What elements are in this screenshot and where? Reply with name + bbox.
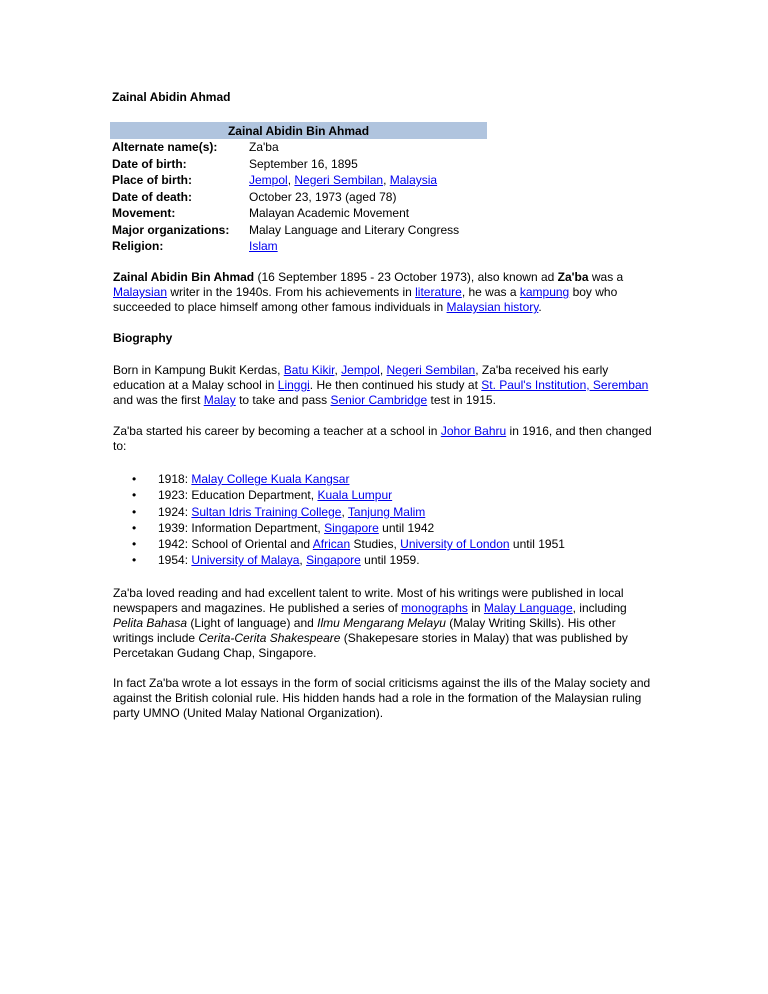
text: until 1942 <box>378 520 435 535</box>
bio-paragraph-4: In fact Za'ba wrote a lot essays in the form of social criticisms against the ills of the Malay society and against the British colonial rule. His hidden hands had a role in the formation of the Malaysian ruling party UMNO (United Malay National Organization). <box>113 676 651 720</box>
book-title: Ilmu Mengarang Melayu <box>317 616 446 630</box>
text: Born in Kampung Bukit Kerdas, <box>113 363 284 377</box>
infobox-key: Religion: <box>112 239 164 253</box>
text: Za'ba started his career by becoming a teacher at a school in <box>113 424 441 438</box>
infobox-row <box>110 156 487 173</box>
infobox-key: Alternate name(s): <box>112 140 218 154</box>
text: test in 1915. <box>427 393 496 407</box>
text: until 1959. <box>360 553 420 568</box>
list-item <box>113 536 565 552</box>
text: in <box>467 601 484 615</box>
link-monographs[interactable]: monographs <box>401 601 468 615</box>
book-title: Pelita Bahasa <box>113 616 188 630</box>
infobox-key: Place of birth: <box>112 173 193 187</box>
bullet-icon: • <box>132 553 137 568</box>
link-university-of-london[interactable]: University of London <box>400 537 510 552</box>
link-singapore[interactable]: Singapore <box>306 553 361 568</box>
bullet-icon: • <box>132 488 137 503</box>
infobox-key: Movement: <box>112 206 176 220</box>
infobox-value: Malay Language and Literary Congress <box>249 222 460 237</box>
infobox-value: October 23, 1973 (aged 78) <box>249 189 397 204</box>
infobox-row <box>110 139 487 156</box>
list-item <box>113 504 565 520</box>
infobox-value <box>247 238 487 255</box>
text: , <box>299 553 307 568</box>
link-senior-cambridge[interactable]: Senior Cambridge <box>330 393 428 407</box>
link-malaysia[interactable]: Malaysia <box>389 173 438 187</box>
text: , <box>334 363 342 377</box>
link-singapore[interactable]: Singapore <box>324 520 379 535</box>
link-johor-bahru[interactable]: Johor Bahru <box>440 424 507 438</box>
link-negeri-sembilan[interactable]: Negeri Sembilan <box>294 173 384 187</box>
link-negeri-sembilan[interactable]: Negeri Sembilan <box>386 363 476 377</box>
link-malay-language[interactable]: Malay Language <box>483 601 573 615</box>
text: writer in the 1940s. From his achievements in <box>167 285 416 299</box>
link-jempol[interactable]: Jempol <box>249 173 288 187</box>
text: 1923: Education Department, <box>158 488 318 503</box>
infobox-row <box>110 172 487 189</box>
text: (16 September 1895 - 23 October 1973), also known ad <box>254 270 558 284</box>
link-malay[interactable]: Malay <box>203 393 236 407</box>
link-linggi[interactable]: Linggi <box>277 378 310 392</box>
infobox-value: Jempol, Negeri Sembilan, Malaysia <box>249 173 438 187</box>
infobox-value: Za'ba <box>249 140 279 154</box>
text: , including <box>572 601 627 615</box>
text: 1939: Information Department, <box>158 520 325 535</box>
infobox-key: Date of death: <box>112 189 193 204</box>
text: , <box>379 363 387 377</box>
link-university-of-malaya[interactable]: University of Malaya <box>191 553 300 568</box>
career-list <box>113 471 565 569</box>
link-literature[interactable]: literature <box>415 285 462 299</box>
link-kuala-lumpur[interactable]: Kuala Lumpur <box>317 488 393 503</box>
text: . <box>538 300 542 314</box>
text: 1918: <box>158 472 192 486</box>
bio-paragraph-2 <box>113 424 658 454</box>
text: and was the first <box>113 393 204 407</box>
bullet-icon: • <box>132 537 137 552</box>
text: boy who succeeded to place himself among other famous individuals in <box>113 285 618 314</box>
infobox-row <box>110 238 487 255</box>
infobox-header: Zainal Abidin Bin Ahmad <box>110 122 487 139</box>
text: 1924: <box>158 504 192 519</box>
book-title: Cerita-Cerita Shakespeare <box>198 631 341 645</box>
list-item <box>113 471 565 487</box>
bio-paragraph-1 <box>113 363 658 408</box>
link-st-pauls-institution[interactable]: St. Paul's Institution, Seremban <box>481 378 649 392</box>
text: (Malay Writing Skills). His other writings include <box>113 616 616 645</box>
text: , he was a <box>461 285 520 299</box>
text: 1954: <box>158 553 192 568</box>
link-malay-college[interactable]: Malay College Kuala Kangsar <box>191 472 350 486</box>
intro-name: Zainal Abidin Bin Ahmad <box>113 270 255 284</box>
list-item <box>113 487 565 503</box>
bio-paragraph-3 <box>113 586 658 661</box>
link-jempol[interactable]: Jempol <box>341 363 380 377</box>
list-item <box>113 552 565 568</box>
intro-paragraph <box>113 270 658 315</box>
bullet-icon: • <box>132 472 137 486</box>
text: 1942: School of Oriental and <box>158 537 313 552</box>
link-malaysian-history[interactable]: Malaysian history <box>446 300 539 314</box>
text: to take and pass <box>235 393 331 407</box>
intro-alias: Za'ba <box>557 270 589 284</box>
infobox-row <box>110 189 487 206</box>
bullet-icon: • <box>132 504 137 519</box>
infobox-row <box>110 205 487 222</box>
infobox-key: Date of birth: <box>112 156 187 171</box>
text: until 1951 <box>509 537 565 552</box>
link-malaysian[interactable]: Malaysian <box>113 285 168 299</box>
text: was a <box>588 270 624 284</box>
page-title: Zainal Abidin Ahmad <box>112 90 231 104</box>
infobox-value: Malayan Academic Movement <box>249 206 410 220</box>
link-kampung[interactable]: kampung <box>519 285 570 299</box>
infobox-value: September 16, 1895 <box>249 156 358 171</box>
list-item <box>113 520 565 536</box>
text: in 1916, and then changed to: <box>113 424 652 453</box>
text: , <box>341 504 348 519</box>
link-tanjung-malim[interactable]: Tanjung Malim <box>347 504 426 519</box>
infobox-key: Major organizations: <box>112 222 230 237</box>
text: (Light of language) and <box>187 616 318 630</box>
text: . He then continued his study at <box>309 378 482 392</box>
link-sultan-idris[interactable]: Sultan Idris Training College <box>191 504 342 519</box>
infobox-row <box>110 222 487 239</box>
infobox <box>110 122 487 255</box>
link-african[interactable]: African <box>312 537 351 552</box>
bullet-icon: • <box>132 520 137 535</box>
text: (Shakepesare stories in Malay) that was published by Percetakan Gudang Chap, Singapore. <box>113 631 628 660</box>
link-batu-kikir[interactable]: Batu Kikir <box>283 363 335 377</box>
text: , Za'ba received his early education at a Malay school in <box>113 363 609 392</box>
biography-heading: Biography <box>113 331 173 345</box>
text: Studies, <box>350 537 401 552</box>
link-islam[interactable]: Islam <box>249 239 278 253</box>
text: Za'ba loved reading and had excellent talent to write. Most of his writings were published in local newspapers and magazines. He published a series of <box>113 586 624 615</box>
